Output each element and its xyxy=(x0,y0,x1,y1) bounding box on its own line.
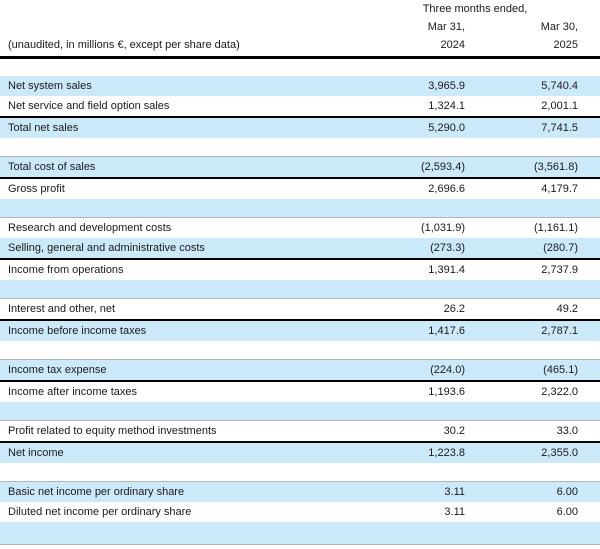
table-row xyxy=(0,421,600,443)
value-2024: 5,290.0 xyxy=(428,122,465,134)
row-label: Total cost of sales xyxy=(8,161,96,173)
value-2025: (465.1) xyxy=(543,364,578,376)
unaudited-note: (unaudited, in millions €, except per share data) xyxy=(8,39,240,51)
value-2025: 2,001.1 xyxy=(541,100,578,112)
table-row xyxy=(0,443,600,463)
row-label: Net system sales xyxy=(8,80,92,92)
value-2024: 1,193.6 xyxy=(428,386,465,398)
table-row xyxy=(0,502,600,522)
value-2025: 7,741.5 xyxy=(541,122,578,134)
value-2025: 4,179.7 xyxy=(541,183,578,195)
spacer-row xyxy=(0,402,600,421)
table-header xyxy=(0,0,600,59)
spacer-row xyxy=(0,199,600,218)
value-2025: 2,787.1 xyxy=(541,325,578,337)
spacer-row xyxy=(0,138,600,157)
value-2024: 30.2 xyxy=(443,425,465,437)
period-header: Three months ended, xyxy=(422,3,528,15)
spacer-row xyxy=(0,522,600,545)
value-2024: 1,324.1 xyxy=(428,100,465,112)
row-label: Research and development costs xyxy=(8,222,172,234)
table-row xyxy=(0,118,600,138)
value-2025: 5,740.4 xyxy=(541,80,578,92)
value-2024: (2,593.4) xyxy=(420,161,465,173)
spacer-row xyxy=(0,463,600,482)
spacer-row xyxy=(0,341,600,360)
value-2025: 2,322.0 xyxy=(541,386,578,398)
value-2024: 1,417.6 xyxy=(428,325,465,337)
value-2024: (224.0) xyxy=(430,364,465,376)
table-row xyxy=(0,482,600,502)
row-label: Income tax expense xyxy=(8,364,107,376)
col-2024-month: Mar 31, xyxy=(427,21,465,33)
table-row xyxy=(0,238,600,260)
row-label: Income from operations xyxy=(8,264,124,276)
row-label: Selling, general and administrative costs xyxy=(8,242,205,254)
table-body xyxy=(0,76,600,545)
row-label: Total net sales xyxy=(8,122,79,134)
value-2025: 6.00 xyxy=(556,486,578,498)
table-row xyxy=(0,96,600,118)
value-2024: 1,391.4 xyxy=(428,264,465,276)
value-2025: 2,355.0 xyxy=(541,447,578,459)
value-2025: (280.7) xyxy=(543,242,578,254)
row-label: Gross profit xyxy=(8,183,65,195)
table-row xyxy=(0,260,600,280)
month-header-row xyxy=(0,21,600,33)
row-label: Interest and other, net xyxy=(8,303,116,315)
col-2024-year: 2024 xyxy=(440,39,465,51)
row-label: Basic net income per ordinary share xyxy=(8,486,185,498)
value-2024: 3.11 xyxy=(444,486,465,498)
value-2025: (1,161.1) xyxy=(533,222,578,234)
value-2025: 33.0 xyxy=(556,425,578,437)
table-row xyxy=(0,76,600,96)
value-2024: 26.2 xyxy=(443,303,465,315)
table-row xyxy=(0,299,600,321)
table-row xyxy=(0,157,600,179)
value-2024: (273.3) xyxy=(430,242,465,254)
row-label: Diluted net income per ordinary share xyxy=(8,506,192,518)
value-2025: 49.2 xyxy=(556,303,578,315)
value-2025: (3,561.8) xyxy=(533,161,578,173)
row-label: Income before income taxes xyxy=(8,325,147,337)
row-label: Net service and field option sales xyxy=(8,100,170,112)
value-2024: (1,031.9) xyxy=(420,222,465,234)
table-row xyxy=(0,218,600,238)
col-2025-month: Mar 30, xyxy=(540,21,578,33)
value-2025: 2,737.9 xyxy=(541,264,578,276)
year-header-row xyxy=(0,39,600,51)
table-row xyxy=(0,179,600,199)
value-2024: 1,223.8 xyxy=(428,447,465,459)
value-2025: 6.00 xyxy=(556,506,578,518)
value-2024: 2,696.6 xyxy=(428,183,465,195)
table-row xyxy=(0,321,600,341)
table-row xyxy=(0,382,600,402)
row-label: Profit related to equity method investments xyxy=(8,425,217,437)
col-2025-year: 2025 xyxy=(553,39,578,51)
value-2024: 3.11 xyxy=(444,506,465,518)
header-spacer xyxy=(0,59,600,76)
table-row xyxy=(0,360,600,382)
value-2024: 3,965.9 xyxy=(428,80,465,92)
row-label: Net income xyxy=(8,447,64,459)
row-label: Income after income taxes xyxy=(8,386,138,398)
spacer-row xyxy=(0,280,600,299)
